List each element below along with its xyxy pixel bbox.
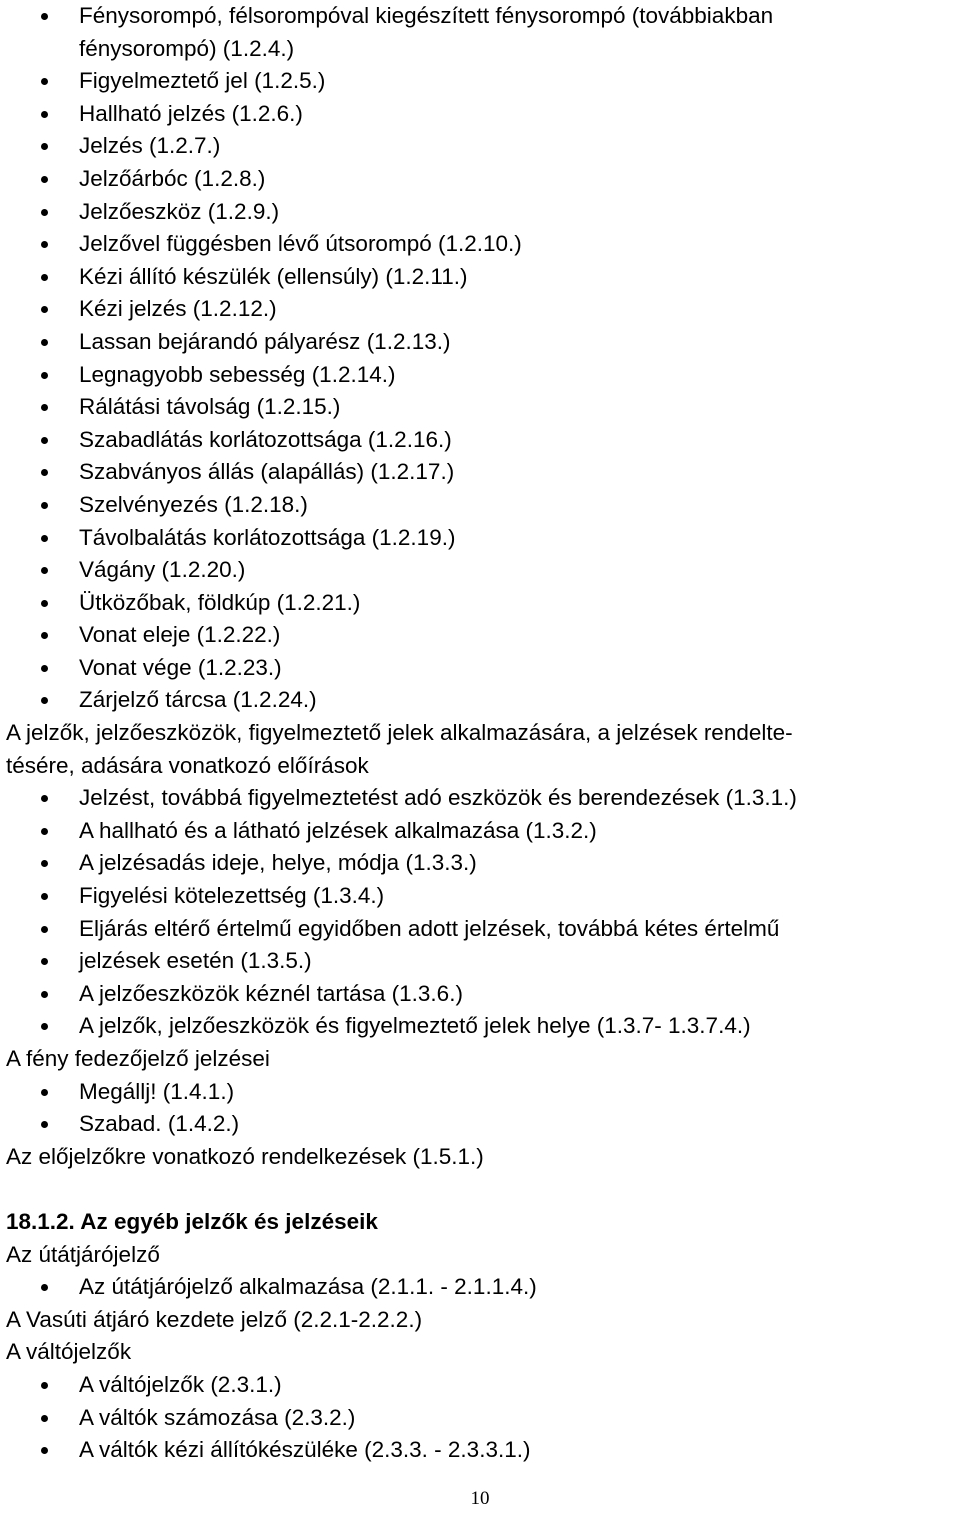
list-item: Szabadlátás korlátozottsága (1.2.16.)	[6, 424, 954, 457]
list-item: Megállj! (1.4.1.)	[6, 1076, 954, 1109]
list-item: A jelzésadás ideje, helye, módja (1.3.3.)	[6, 847, 954, 880]
list-item: Kézi állító készülék (ellensúly) (1.2.11.)	[6, 261, 954, 294]
list-item: Zárjelző tárcsa (1.2.24.)	[6, 684, 954, 717]
subsection-heading: A Vasúti átjáró kezdete jelző (2.2.1-2.2.2.)	[6, 1306, 423, 1332]
list-item: A jelzők, jelzőeszközök és figyelmeztető jelek helye (1.3.7- 1.3.7.4.)	[6, 1010, 954, 1043]
list-item: Eljárás eltérő értelmű egyidőben adott jelzések, továbbá kétes értelmű	[6, 913, 954, 946]
list-item: Hallható jelzés (1.2.6.)	[6, 98, 954, 131]
chapter-title: 18.1.2. Az egyéb jelzők és jelzéseik	[6, 1208, 378, 1234]
page-number: 10	[470, 1488, 490, 1509]
list-item: Jelzést, továbbá figyelmeztetést adó eszközök és berendezések (1.3.1.)	[6, 782, 954, 815]
list-item: Az útátjárójelző alkalmazása (2.1.1. - 2.1.1.4.)	[6, 1271, 954, 1304]
list-item: Jelzés (1.2.7.)	[6, 130, 954, 163]
crossing-signal-list	[6, 1271, 954, 1304]
subsection-heading: A váltójelzők	[6, 1339, 132, 1365]
definitions-list	[6, 0, 954, 717]
list-item: jelzések esetén (1.3.5.)	[6, 945, 954, 978]
section-heading-continuation: tésére, adására vonatkozó előírások	[6, 752, 369, 778]
list-item-continuation: fénysorompó) (1.2.4.)	[79, 35, 295, 61]
list-item: Távolbalátás korlátozottsága (1.2.19.)	[6, 522, 954, 555]
list-item: Szelvényezés (1.2.18.)	[6, 489, 954, 522]
list-item: Vonat eleje (1.2.22.)	[6, 619, 954, 652]
section-heading: Az előjelzőkre vonatkozó rendelkezések (1.5.1.)	[6, 1143, 484, 1169]
list-item: Jelzőeszköz (1.2.9.)	[6, 196, 954, 229]
switch-signal-list	[6, 1369, 954, 1467]
list-item: Szabad. (1.4.2.)	[6, 1108, 954, 1141]
list-item: Fénysorompó, félsorompóval kiegészített fénysorompó (továbbiakban	[6, 0, 954, 33]
list-item: A jelzőeszközök kéznél tartása (1.3.6.)	[6, 978, 954, 1011]
list-item: Legnagyobb sebesség (1.2.14.)	[6, 359, 954, 392]
signals-rules-list	[6, 782, 954, 1043]
list-item: Vágány (1.2.20.)	[6, 554, 954, 587]
cover-signal-list	[6, 1076, 954, 1141]
list-item: Szabványos állás (alapállás) (1.2.17.)	[6, 456, 954, 489]
subsection-heading: Az útátjárójelző	[6, 1241, 160, 1267]
list-item: Ütközőbak, földkúp (1.2.21.)	[6, 587, 954, 620]
list-item: A váltók kézi állítókészüléke (2.3.3. - 2.3.3.1.)	[6, 1434, 954, 1467]
section-heading: A jelzők, jelzőeszközök, figyelmeztető jelek alkalmazására, a jelzések rendelte-	[6, 720, 793, 746]
list-item: A hallható és a látható jelzések alkalmazása (1.3.2.)	[6, 815, 954, 848]
document-body	[6, 0, 954, 1467]
list-item: A váltójelzők (2.3.1.)	[6, 1369, 954, 1402]
list-item: Kézi jelzés (1.2.12.)	[6, 293, 954, 326]
list-item: Jelzővel függésben lévő útsorompó (1.2.10.)	[6, 228, 954, 261]
list-item: Rálátási távolság (1.2.15.)	[6, 391, 954, 424]
list-item: Jelzőárbóc (1.2.8.)	[6, 163, 954, 196]
list-item: A váltók számozása (2.3.2.)	[6, 1402, 954, 1435]
blank-line	[6, 1173, 954, 1206]
list-item: Vonat vége (1.2.23.)	[6, 652, 954, 685]
list-item: Figyelmeztető jel (1.2.5.)	[6, 65, 954, 98]
list-item: Figyelési kötelezettség (1.3.4.)	[6, 880, 954, 913]
list-item: Lassan bejárandó pályarész (1.2.13.)	[6, 326, 954, 359]
section-heading: A fény fedezőjelző jelzései	[6, 1046, 270, 1071]
